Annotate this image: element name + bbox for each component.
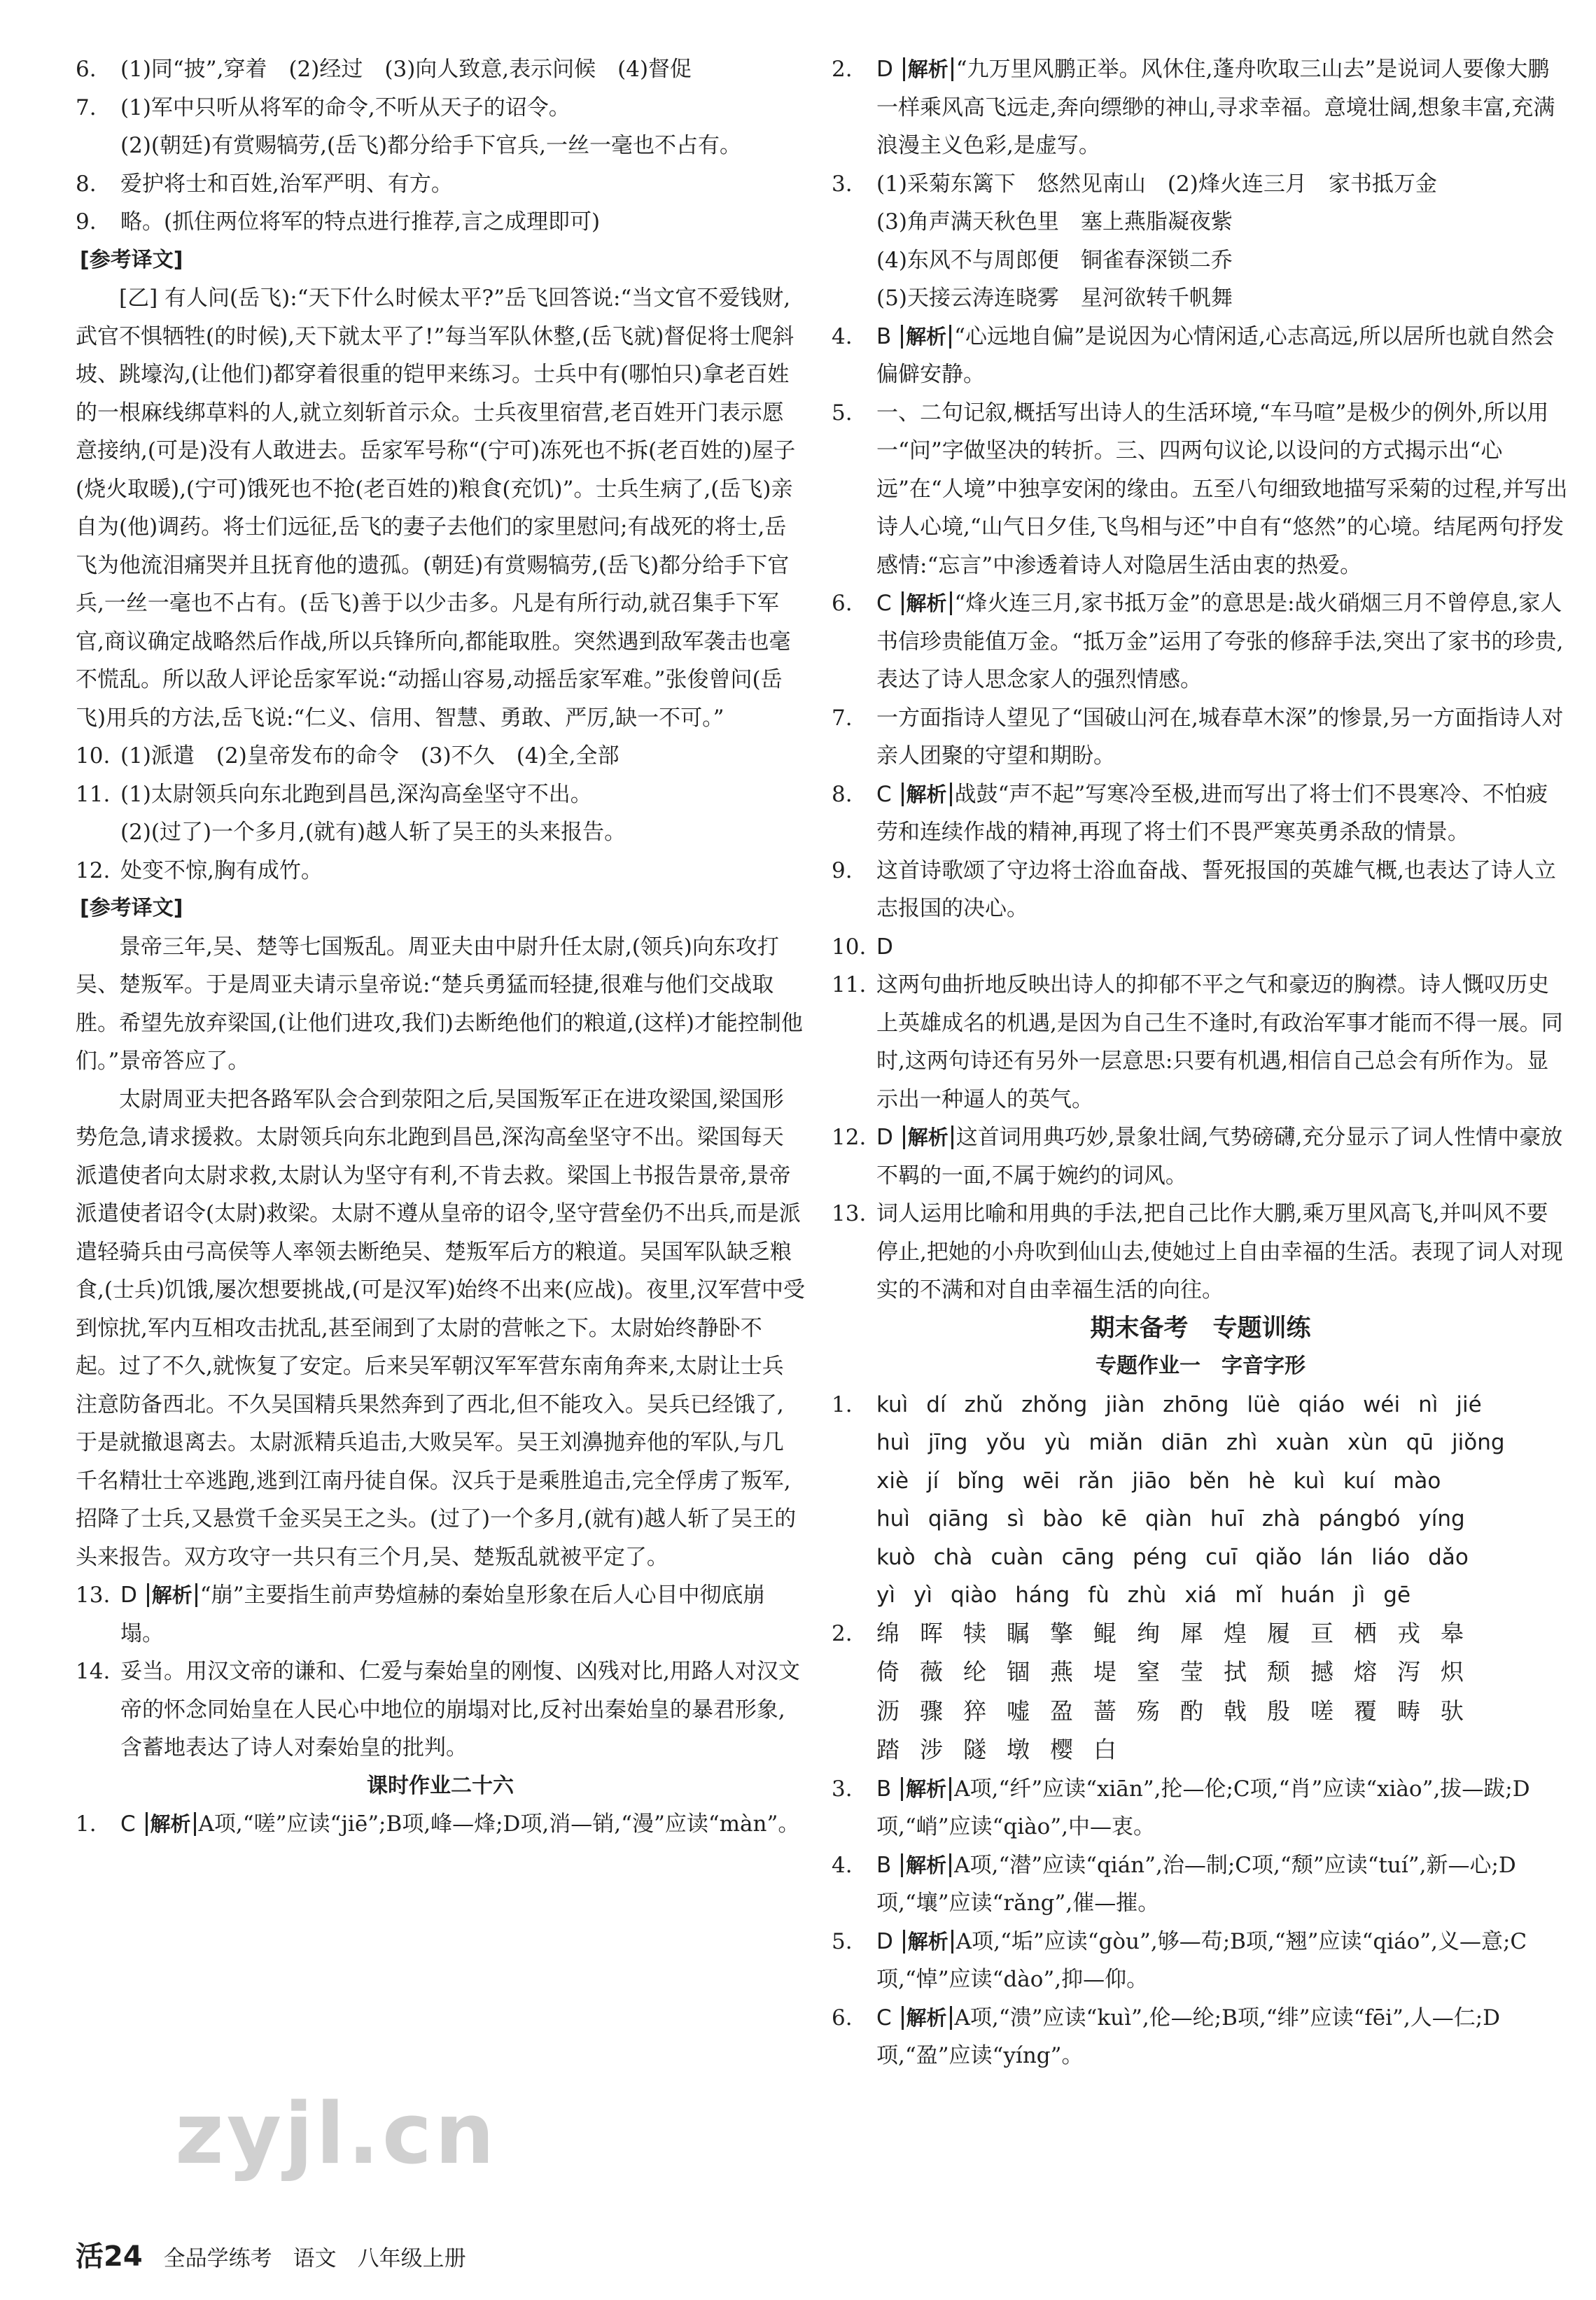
answer-9: 9. 这首诗歌颂了守边将士浴血奋战、誓死报国的英雄气概,也表达了诗人立志报国的决心。 [832,857,1556,921]
reference-translation-heading: [参考译文] [80,896,183,920]
pinyin-answer: cuī [1205,1544,1238,1570]
analysis-tag: 解析 [901,1853,951,1877]
analysis-tag: 解析 [147,1583,197,1607]
hanzi-grid [832,1615,1569,1770]
hanzi-answer: 殷 [1267,1697,1290,1725]
pinyin-answer: dí [926,1391,946,1417]
hanzi-answer: 嗟 [1310,1697,1334,1725]
answer-9: 9. 略。(抓住两位将军的特点进行推荐,言之成理即可) [76,209,601,234]
hanzi-answer: 沥 [876,1697,899,1725]
pinyin-answer: kē [1100,1506,1127,1531]
hanzi-answer: 窒 [1137,1658,1160,1685]
pinyin-row [832,1424,1569,1462]
pinyin-answer: yǒu [986,1430,1026,1455]
pinyin-answer: chà [933,1544,973,1570]
answer-7: 7. (1)军中只听从将军的命令,不听从天子的诏令。 (2)(朝廷)有赏赐犒劳,(岳飞)都分给手下官兵,一丝一毫也不占有。 [76,94,741,158]
answer-7: 7. 一方面指诗人望见了“国破山河在,城春草木深”的惨景,另一方面指诗人对亲人团聚的守望和期盼。 [832,705,1564,769]
pinyin-answer: huì [876,1506,910,1531]
hanzi-answer: 樱 [1050,1736,1073,1763]
answer-3b: 3. B 解析 A项,“纤”应读“xiān”,抡—伦;C项,“肖”应读“xiào”,拔—跋;D项,“峭”应读“qiào”,中—衷。 [832,1776,1530,1839]
hanzi-row [832,1615,1569,1654]
hanzi-answer: 骤 [920,1697,943,1725]
hanzi-answer: 煌 [1224,1619,1247,1647]
answer-8: 8. C 解析 战鼓“声不起”写寒冷至极,进而写出了将士们不畏寒冷、不怕疲劳和连续作战的精神,再现了将士们不畏严寒英勇杀敌的情景。 [832,781,1548,845]
pinyin-row [832,1576,1569,1615]
hanzi-answer: 薇 [920,1658,943,1685]
pinyin-row [832,1538,1569,1577]
pinyin-answer: diān [1161,1430,1208,1455]
pinyin-answer: háng [1015,1583,1070,1608]
pinyin-answer: jiāo [1132,1468,1171,1494]
pinyin-answer: zhà [1261,1506,1301,1531]
page-number: 活24 [76,2241,143,2273]
hanzi-answer: 鲲 [1093,1619,1116,1647]
pinyin-answer: qiāng [927,1506,989,1531]
hanzi-answer: 栖 [1354,1619,1377,1647]
answer-4: 4. B 解析 “心远地自偏”是说因为心情闲适,心志高远,所以居所也就自然会偏僻安静。 [832,323,1555,387]
hanzi-answer: 犊 [963,1619,986,1647]
pinyin-answer: zhǒng [1021,1391,1088,1417]
pinyin-answer: zhǔ [964,1391,1004,1417]
pinyin-answer: xiè [876,1468,909,1494]
hanzi-answer: 涉 [920,1736,943,1763]
hanzi-answer: 擎 [1050,1619,1073,1647]
hanzi-answer: 锢 [1007,1658,1030,1685]
pinyin-answer: běn [1189,1468,1230,1494]
pinyin-answer: bǐng [957,1468,1004,1494]
pinyin-answer: kuò [876,1544,916,1570]
hanzi-answer: 炽 [1441,1658,1464,1685]
answer-4b: 4. B 解析 A项,“潜”应读“qián”,治—制;C项,“颓”应读“tuí”,新—心;D项,“壤”应读“rǎng”,催—摧。 [832,1852,1516,1916]
hanzi-answer: 纶 [963,1658,986,1685]
translation-paragraph: 景帝三年,吴、楚等七国叛乱。周亚夫由中尉升任太尉,(领兵)向东攻打吴、楚叛军。于是周亚夫请示皇帝说:“楚兵勇猛而轻捷,很难与他们交战取胜。希望先放弃梁国,(让他们进攻,我们)去断绝他们的粮道,(这样)才能控制他们。”景帝答应了。 [76,934,803,1074]
pinyin-answer: qiǎo [1255,1544,1302,1570]
hanzi-answer: 亘 [1310,1619,1334,1647]
hanzi-answer: 踏 [876,1736,899,1763]
answer-3: 3. (1)采菊东篱下 悠然见南山 (2)烽火连三月 家书抵万金 (3)角声满天秋色里 塞上燕脂凝夜紫 (4)东风不与周郎便 铜雀春深锁二乔 (5)天接云涛连晓雾 星河欲转千帆舞 [832,171,1437,311]
answer-5: 5. 一、二句记叙,概括写出诗人的生活环境,“车马喧”是极少的例外,所以用一“问”字做坚决的转折。三、四两句议论,以设问的方式揭示出“心远”在“人境”中独享安闲的缘由。五至八句细致地描写采菊的过程,并写出诗人心境,“山气日夕佳,飞鸟相与还”中自有“悠然”的心境。结尾两句抒发感情:“忘言”中渗透着诗人对隐居生活由衷的热爱。 [832,400,1568,578]
answer-13: 13. D 解析 “崩”主要指生前声势煊赫的秦始皇形象在后人心目中彻底崩塌。 [76,1583,765,1646]
pinyin-answer: miǎn [1088,1430,1143,1455]
pinyin-answer: jí [927,1468,939,1494]
pinyin-answer: mào [1393,1468,1441,1494]
pinyin-answer: kuì [1293,1468,1325,1494]
pinyin-answer: yì [913,1583,932,1608]
pinyin-answer: qū [1406,1430,1434,1455]
pinyin-answer: zhì [1226,1430,1258,1455]
pinyin-answer: kuì [876,1391,909,1417]
pinyin-answer: sì [1007,1506,1025,1531]
pinyin-answer: yì [876,1583,895,1608]
answer-10: 10. D [832,934,893,960]
subsection-heading: 专题作业一 字音字形 [1096,1354,1306,1378]
hanzi-answer: 泻 [1397,1658,1420,1685]
answer-2: 2. D 解析 “九万里风鹏正举。风休住,蓬舟吹取三山去”是说词人要像大鹏一样乘风高飞远走,奔向缥缈的神山,寻求幸福。意境壮阔,想象丰富,充满浪漫主义色彩,是虚写。 [832,57,1555,158]
pinyin-answer: lán [1320,1544,1353,1570]
pinyin-answer: pángbó [1318,1506,1401,1531]
answer-8: 8. 爱护将士和百姓,治军严明、有方。 [76,171,453,197]
pinyin-answer: zhōng [1163,1391,1229,1417]
pinyin-answer: xùn [1348,1430,1388,1455]
pinyin-answer: rǎn [1077,1468,1114,1494]
pinyin-answer: kuí [1343,1468,1376,1494]
hanzi-answer: 畴 [1397,1697,1420,1725]
pinyin-answer: qiáo [1298,1391,1345,1417]
analysis-tag: 解析 [901,325,951,349]
pinyin-answer: dǎo [1428,1544,1469,1570]
pinyin-answer: bào [1042,1506,1083,1531]
pinyin-answer: jiǒng [1452,1430,1505,1455]
analysis-tag: 解析 [903,1126,953,1149]
translation-paragraph: [乙] 有人问(岳飞):“天下什么时候太平?”岳飞回答说:“当文官不爱钱财,武官不惧牺牲(的时候),天下就太平了!”每当军队休整,(岳飞就)督促将士爬斜坡、跳壕沟,(让他们)都穿着很重的铠甲来练习。士兵中有(哪怕只)拿老百姓的一根麻线绑草料的人,就立刻斩首示众。士兵夜里宿营,老百姓开门表示愿意接纳,(可是)没有人敢进去。岳家军号称“(宁可)冻死也不拆(老百姓的)屋子(烧火取暖),(宁可)饿死也不抢(老百姓的)粮食(充饥)”。士兵生病了,(岳飞)亲自为(他)调药。将士们远征,岳飞的妻子去他们的家里慰问;有战死的将士,岳飞为他流泪痛哭并且抚育他的遗孤。(朝廷)有赏赐犒劳,(岳飞)都分给手下官兵,一丝一毫也不占有。(岳飞)善于以少击多。凡是有所行动,就召集手下军官,商议确定战略然后作战,所以兵锋所向,都能取胜。突然遇到敌军袭击也毫不慌乱。所以敌人评论岳家军说:“动摇山容易,动摇岳家军难。”张俊曾问(岳飞)用兵的方法,岳飞说:“仁义、信用、智慧、勇敢、严厉,缺一不可。” [76,286,796,731]
analysis-tag: 解析 [903,1930,953,1954]
page-footer [76,2234,466,2274]
answer-10: 10. (1)派遣 (2)皇帝发布的命令 (3)不久 (4)全,全部 [76,743,620,769]
pinyin-answers: 1. kuì dí zhǔ zhǒng jiàn zhōng lüè qiáo wéi nì jié huì jīng yǒu yù miǎn diān zhì xuàn xùn qū jiǒng xiè jí bǐng wēi rǎn jiāo běn hè kuì kuí mào huì qiāng sì bào kē qiàn huī zhà pángbó yíng kuò chà cuàn cāng péng cuī qiǎo lán liáo dǎo yì yì qiào háng fù zhù xiá mǐ huán jì gē [832,1386,1569,1615]
grade-name: 八年级上册 [357,2246,466,2271]
pinyin-answer: huán [1280,1583,1336,1608]
hanzi-row [832,1731,1569,1770]
hanzi-answer: 莹 [1180,1658,1203,1685]
pinyin-answer: wēi [1022,1468,1060,1494]
hanzi-answer: 犀 [1180,1619,1203,1647]
analysis-tag: 解析 [146,1812,196,1836]
pinyin-answer: yíng [1418,1506,1465,1531]
hanzi-answer: 覆 [1354,1697,1377,1725]
hanzi-answer: 撼 [1310,1658,1334,1685]
pinyin-answer: nì [1418,1391,1438,1417]
hanzi-answer: 猝 [963,1697,986,1725]
hanzi-answer: 绚 [1137,1619,1160,1647]
pinyin-answer: qiàn [1144,1506,1192,1531]
answer-14: 14. 妥当。用汉文帝的谦和、仁爱与秦始皇的刚愎、凶残对比,用路人对汉文帝的怀念同始皇在人民心中地位的崩塌对比,反衬出秦始皇的暴君形象,含蓄地表达了诗人对秦始皇的批判。 [76,1659,800,1760]
pinyin-row [832,1386,1569,1424]
hanzi-answer: 倚 [876,1658,899,1685]
pinyin-answer: jì [1353,1583,1366,1608]
pinyin-answer: xuàn [1275,1430,1330,1455]
analysis-tag: 解析 [901,1777,951,1801]
hanzi-answer: 戎 [1397,1619,1420,1647]
hanzi-answers: 2. 绵 晖 犊 瞩 擎 鲲 绚 犀 煌 履 亘 栖 戎 皋 倚 薇 纶 锢 燕 堤 窒 莹 拭 颓 撼 熔 泻 炽 沥 骤 猝 嘘 盈 蔷 殇 酌 戟 殷 嗟 覆 畴 驮 踏 涉 隧 墩 樱 白 [832,1615,1569,1770]
brand-name: 全品学练考 [163,2246,272,2271]
section-heading: 期末备考 专题训练 [1090,1314,1311,1342]
hanzi-answer: 殇 [1137,1697,1160,1725]
reference-translation-heading: [参考译文] [80,247,183,272]
answer-6: 6. C 解析 “烽火连三月,家书抵万金”的意思是:战火硝烟三月不曾停息,家人书信珍贵能值万金。“抵万金”运用了夸张的修辞手法,突出了家书的珍贵,表达了诗人思念家人的强烈情感。 [832,591,1564,692]
pinyin-answer: liáo [1371,1544,1410,1570]
answer-11: 11. 这两句曲折地反映出诗人的抑郁不平之气和豪迈的胸襟。诗人慨叹历史上英雄成名的机遇,是因为自己生不逢时,有政治军事才能而不得一展。同时,这两句诗还有另外一层意思:只要有机遇,相信自己总会有所作为。显示出一种逼人的英气。 [832,972,1563,1112]
pinyin-answer: jīng [927,1430,968,1455]
answer-12: 12. 处变不惊,胸有成竹。 [76,857,323,883]
left-column [76,50,805,1844]
answer-12: 12. D 解析 这首词用典巧妙,景象壮阔,气势磅礴,充分显示了词人性情中豪放不羁的一面,不属于婉约的词风。 [832,1125,1563,1188]
pinyin-answer: huī [1210,1506,1244,1531]
pinyin-answer: qiào [950,1583,997,1608]
hanzi-answer: 墩 [1007,1736,1030,1763]
hanzi-answer: 绵 [876,1619,899,1647]
hanzi-answer: 晖 [920,1619,943,1647]
hanzi-answer: 熔 [1354,1658,1377,1685]
hanzi-answer: 酌 [1180,1697,1203,1725]
hanzi-answer: 盈 [1050,1697,1073,1725]
hanzi-answer: 颓 [1267,1658,1290,1685]
hanzi-row [832,1692,1569,1732]
pinyin-answer: zhù [1127,1583,1167,1608]
right-column [832,50,1569,2075]
hanzi-answer: 拭 [1224,1658,1247,1685]
pinyin-row [832,1462,1569,1501]
pinyin-answer: péng [1133,1544,1188,1570]
answer-5b: 5. D 解析 A项,“垢”应读“gòu”,够—苟;B项,“翘”应读“qiáo”,义—意;C项,“悼”应读“dào”,抑—仰。 [832,1928,1527,1992]
analysis-tag: 解析 [902,591,952,615]
hanzi-answer: 蔷 [1093,1697,1116,1725]
answer-6b: 6. C 解析 A项,“溃”应读“kuì”,伦—纶;B项,“绯”应读“fēi”,人—仁;D项,“盈”应读“yíng”。 [832,2005,1501,2068]
hanzi-answer: 白 [1093,1736,1116,1763]
pinyin-answer: jiàn [1105,1391,1145,1417]
answer-11: 11. (1)太尉领兵向东北跑到昌邑,深沟高垒坚守不出。 (2)(过了)一个多月,(就有)越人斩了吴王的头来报告。 [76,781,626,845]
pinyin-answer: xiá [1184,1583,1217,1608]
hanzi-answer: 嘘 [1007,1697,1030,1725]
hanzi-answer: 履 [1267,1619,1290,1647]
pinyin-answer: wéi [1363,1391,1401,1417]
pinyin-answer: huì [876,1430,910,1455]
translation-paragraph: 太尉周亚夫把各路军队会合到荥阳之后,吴国叛军正在进攻梁国,梁国形势危急,请求援救。太尉领兵向东北跑到昌邑,深沟高垒坚守不出。梁国每天派遣使者向太尉求救,太尉认为坚守有利,不肯去救。梁国上书报告景帝,景帝派遣使者诏令(太尉)救梁。太尉不遵从皇帝的诏令,坚守营垒仍不出兵,而是派遣轻骑兵由弓高侯等人率领去断绝吴、楚叛军后方的粮道。吴国军队缺乏粮食,(士兵)饥饿,屡次想要挑战,(可是汉军)始终不出来(应战)。夜里,汉军营中受到惊扰,军内互相攻击扰乱,甚至闹到了太尉的营帐之下。太尉始终静卧不起。过了不久,就恢复了安定。后来吴军朝汉军军营东南角奔来,太尉让士兵注意防备西北。不久吴国精兵果然奔到了西北,但不能攻入。吴兵已经饿了,于是就撤退离去。太尉派精兵追击,大败吴军。吴王刘濞抛弃他的军队,与几千名精壮士卒逃跑,逃到江南丹徒自保。汉兵于是乘胜追击,完全俘虏了叛军,招降了士兵,又悬赏千金买吴王之头。(过了)一个多月,(就有)越人斩了吴王的头来报告。双方攻守一共只有三个月,吴、楚叛乱就被平定了。 [76,1086,805,1570]
pinyin-answer: gē [1383,1583,1411,1608]
hanzi-answer: 驮 [1441,1697,1464,1725]
answer-13: 13. 词人运用比喻和用典的手法,把自己比作大鹏,乘万里风高飞,并叫风不要停止,把她的小舟吹到仙山去,使她过上自由幸福的生活。表现了词人对现实的不满和对自由幸福生活的向往。 [832,1201,1563,1303]
lesson-heading: 课时作业二十六 [367,1773,514,1798]
hanzi-answer: 堤 [1093,1658,1116,1685]
pinyin-answer: hè [1247,1468,1275,1494]
pinyin-answer: cuàn [990,1544,1044,1570]
analysis-tag: 解析 [902,2006,952,2030]
subject-name: 语文 [293,2246,337,2271]
hanzi-row [832,1653,1569,1692]
watermark: zyjl.cn [175,2086,498,2183]
pinyin-answer: yù [1044,1430,1071,1455]
pinyin-answer: lüè [1247,1391,1280,1417]
hanzi-answer: 隧 [963,1736,986,1763]
hanzi-answer: 皋 [1441,1619,1464,1647]
pinyin-answer: fù [1088,1583,1110,1608]
answer-6: 6. (1)同“披”,穿着 (2)经过 (3)向人致意,表示问候 (4)督促 [76,57,692,82]
hanzi-answer: 瞩 [1007,1619,1030,1647]
pinyin-answer: jié [1456,1391,1482,1417]
hanzi-answer: 戟 [1224,1697,1247,1725]
answer-1: 1. C 解析 A项,“嗟”应读“jiē”;B项,峰—烽;D项,消—销,“漫”应读“màn”。 [76,1811,800,1837]
pinyin-answer: cāng [1061,1544,1115,1570]
analysis-tag: 解析 [903,57,953,81]
pinyin-answer: mǐ [1235,1583,1263,1608]
hanzi-answer: 燕 [1050,1658,1073,1685]
pinyin-row [832,1500,1569,1538]
analysis-tag: 解析 [902,783,952,806]
pinyin-grid [832,1386,1569,1615]
